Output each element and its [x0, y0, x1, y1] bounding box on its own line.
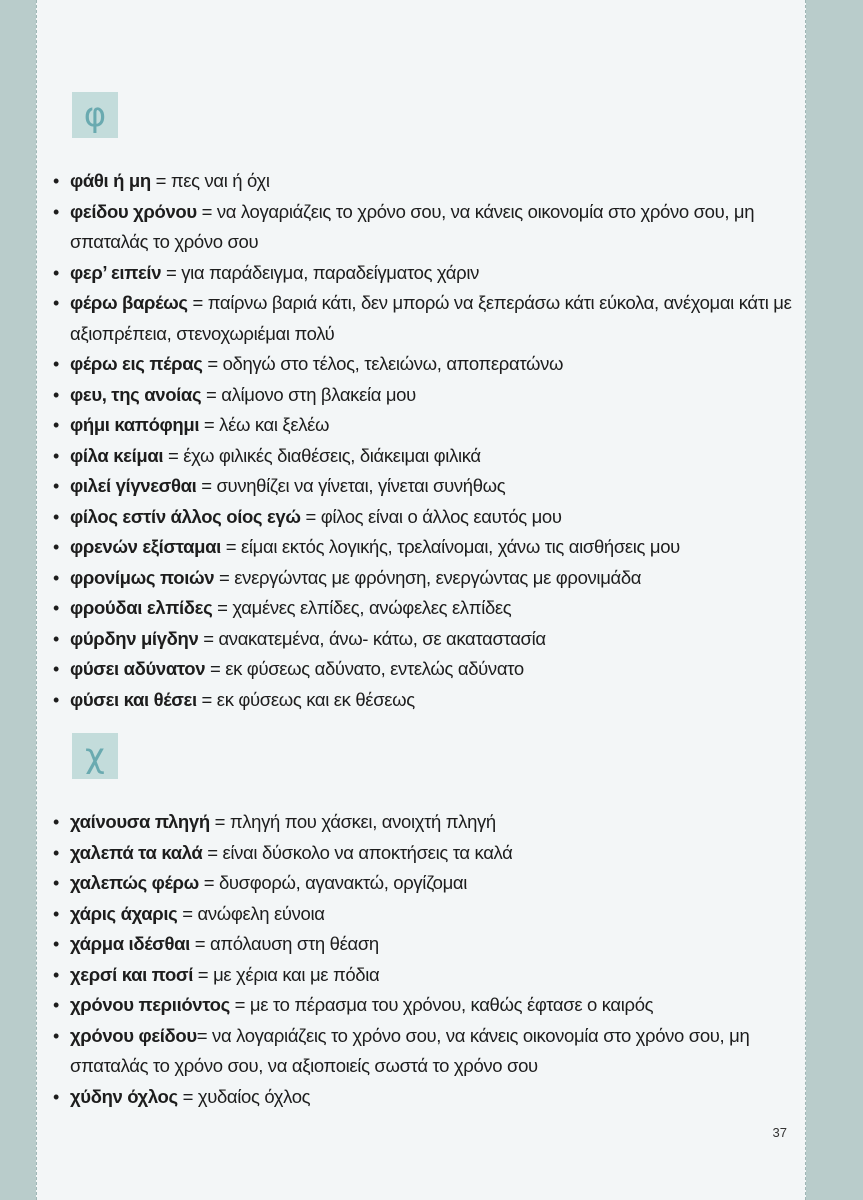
- section-letter-chi: [72, 733, 118, 779]
- bullet-icon: •: [53, 262, 59, 283]
- entry-term: χερσί και ποσί: [70, 963, 194, 985]
- entry-definition: φίλος είναι ο άλλος εαυτός μου: [320, 505, 562, 527]
- entry-term: χύδην όχλος: [70, 1085, 178, 1107]
- entry-definition: ανώφελη εύνοια: [197, 902, 325, 924]
- entry-definition: λέω και ξελέω: [219, 414, 330, 435]
- entry-term: χαλεπώς φέρω: [70, 872, 199, 893]
- bullet-icon: •: [53, 934, 59, 954]
- bullet-icon: •: [53, 537, 59, 557]
- bullet-icon: •: [53, 476, 59, 496]
- entry-item: [53, 899, 798, 930]
- entry-definition: έχω φιλικές διαθέσεις, διάκειμαι φιλικά: [183, 444, 481, 466]
- entry-definition: εκ φύσεως αδύνατο, εντελώς αδύνατο: [225, 658, 524, 679]
- page-number: 37: [772, 1125, 787, 1140]
- entry-definition: συνηθίζει να γίνεται, γίνεται συνήθως: [216, 475, 506, 496]
- entry-term: φερ’ ειπείν: [70, 261, 162, 283]
- entry-separator: =: [189, 933, 211, 954]
- section-letter-chi-glyph: χ: [85, 736, 105, 776]
- entry-term: χρόνου φείδου: [70, 1024, 197, 1046]
- bullet-icon: •: [53, 384, 59, 405]
- bullet-icon: •: [53, 506, 59, 527]
- bullet-icon: •: [53, 1025, 59, 1046]
- entry-term: φύσει αδύνατον: [70, 658, 206, 679]
- entry-definition: δυσφορώ, αγανακτώ, οργίζομαι: [218, 872, 467, 893]
- entry-term: φύρδην μίγδην: [70, 627, 199, 649]
- section-letter-phi: [72, 92, 118, 138]
- entry-definition: πες ναι ή όχι: [170, 170, 270, 191]
- entry-separator: =: [163, 444, 184, 466]
- phi-entries-list: [53, 166, 798, 715]
- entry-definition: είναι δύσκολο να αποκτήσεις τα καλά: [222, 841, 513, 863]
- bullet-icon: •: [53, 293, 59, 313]
- dictionary-page: [36, 0, 806, 1200]
- entry-term: φευ, της ανοίας: [70, 383, 202, 405]
- entry-definition: παίρνω βαριά κάτι, δεν μπορώ να ξεπεράσω κάτι εύκολα, ανέχομαι κάτι με αξιοπρέπεια, στενοχωριέμαι πολύ: [70, 292, 792, 344]
- entry-term: φίλα κείμαι: [70, 444, 164, 466]
- entry-item: [53, 990, 798, 1021]
- entry-separator: =: [177, 1085, 198, 1107]
- entry-term: χαίνουσα πληγή: [70, 811, 210, 832]
- bullet-icon: •: [53, 171, 59, 191]
- entry-item: [53, 380, 798, 411]
- entry-item: [53, 441, 798, 472]
- entry-separator: =: [212, 597, 233, 618]
- bullet-icon: •: [53, 842, 59, 863]
- bullet-icon: •: [53, 812, 59, 832]
- entry-separator: =: [177, 902, 198, 924]
- bullet-icon: •: [53, 567, 59, 588]
- entry-item: [53, 288, 798, 349]
- entry-term: χρόνου περιιόντος: [70, 994, 230, 1015]
- entry-term: φέρω βαρέως: [70, 292, 188, 313]
- section-letter-phi-glyph: φ: [83, 95, 107, 135]
- entry-definition: με χέρια και με πόδια: [213, 963, 380, 985]
- chi-entries-list: [53, 807, 798, 1112]
- entry-term: φέρω εις πέρας: [70, 353, 203, 374]
- entry-separator: =: [229, 994, 250, 1015]
- entry-separator: =: [220, 536, 242, 557]
- bullet-icon: •: [53, 903, 59, 924]
- entry-item: [53, 929, 798, 960]
- entry-definition: οδηγώ στο τέλος, τελειώνω, αποπερατώνω: [222, 353, 564, 374]
- entry-separator: =: [205, 658, 226, 679]
- entry-separator: =: [150, 170, 171, 191]
- bullet-icon: •: [53, 964, 59, 985]
- entry-term: φρενών εξίσταμαι: [70, 536, 221, 557]
- entry-term: χάρμα ιδέσθαι: [70, 933, 190, 954]
- entry-separator: =: [199, 414, 220, 435]
- bullet-icon: •: [53, 659, 59, 679]
- entry-separator: =: [202, 353, 223, 374]
- entry-separator: =: [198, 627, 219, 649]
- entry-definition: για παράδειγμα, παραδείγματος χάριν: [181, 261, 479, 283]
- entry-separator: =: [196, 475, 217, 496]
- bullet-icon: •: [53, 354, 59, 374]
- entry-term: φιλεί γίγνεσθαι: [70, 475, 197, 496]
- entry-separator: =: [196, 200, 217, 222]
- entry-item: [53, 532, 798, 563]
- entry-item: [53, 624, 798, 655]
- bullet-icon: •: [53, 995, 59, 1015]
- entry-definition: πληγή που χάσκει, ανοιχτή πληγή: [229, 811, 496, 832]
- bullet-icon: •: [53, 598, 59, 618]
- entry-item: [53, 471, 798, 502]
- entry-item: [53, 563, 798, 594]
- entry-definition: να λογαριάζεις το χρόνο σου, να κάνεις οικονομία στο χρόνο σου, μη σπαταλάς το χρόνο σου: [70, 200, 755, 252]
- entry-definition: χαμένες ελπίδες, ανώφελες ελπίδες: [232, 597, 512, 618]
- entry-term: φρούδαι ελπίδες: [70, 597, 213, 618]
- bullet-icon: •: [53, 201, 59, 222]
- entry-separator: =: [300, 505, 321, 527]
- entry-separator: =: [196, 688, 217, 710]
- entry-item: [53, 868, 798, 899]
- entry-separator: =: [198, 872, 219, 893]
- entry-definition: είμαι εκτός λογικής, τρελαίνομαι, χάνω τις αισθήσεις μου: [241, 536, 680, 557]
- entry-definition: χυδαίος όχλος: [197, 1085, 311, 1107]
- entry-term: φείδου χρόνου: [70, 200, 197, 222]
- entry-item: [53, 685, 798, 716]
- bullet-icon: •: [53, 628, 59, 649]
- entry-term: φίλος εστίν άλλος οίος εγώ: [70, 505, 301, 527]
- entry-separator: =: [214, 566, 235, 588]
- entry-separator: =: [161, 261, 182, 283]
- entry-item: [53, 960, 798, 991]
- entry-separator: =: [187, 292, 208, 313]
- right-margin-strip: [806, 0, 863, 1200]
- entry-separator: =: [193, 963, 214, 985]
- entry-separator: =: [202, 841, 223, 863]
- bullet-icon: •: [53, 445, 59, 466]
- entry-item: [53, 1021, 798, 1082]
- bullet-icon: •: [53, 415, 59, 435]
- entry-term: φάθι ή μη: [70, 170, 151, 191]
- entry-item: [53, 654, 798, 685]
- entry-item: [53, 349, 798, 380]
- entry-item: [53, 258, 798, 289]
- entry-item: [53, 166, 798, 197]
- entry-item: [53, 807, 798, 838]
- entry-item: [53, 502, 798, 533]
- entry-definition: εκ φύσεως και εκ θέσεως: [216, 688, 415, 710]
- entry-definition: με το πέρασμα του χρόνου, καθώς έφτασε ο καιρός: [249, 994, 654, 1015]
- bullet-icon: •: [53, 1086, 59, 1107]
- entry-separator: =: [209, 811, 230, 832]
- left-margin-strip: [0, 0, 36, 1200]
- entry-term: χαλεπά τα καλά: [70, 841, 203, 863]
- entry-definition: ανακατεμένα, άνω- κάτω, σε ακαταστασία: [218, 627, 546, 649]
- entry-item: [53, 593, 798, 624]
- entry-term: χάρις άχαρις: [70, 902, 178, 924]
- entry-item: [53, 197, 798, 258]
- entry-item: [53, 838, 798, 869]
- entry-separator: =: [196, 1024, 213, 1046]
- entry-term: φρονίμως ποιών: [70, 566, 215, 588]
- entry-term: φήμι καπόφημι: [70, 414, 200, 435]
- entry-definition: ενεργώντας με φρόνηση, ενεργώντας με φρονιμάδα: [234, 566, 642, 588]
- bullet-icon: •: [53, 873, 59, 893]
- entry-definition: απόλαυση στη θέαση: [210, 933, 379, 954]
- bullet-icon: •: [53, 689, 59, 710]
- entry-term: φύσει και θέσει: [70, 688, 197, 710]
- entry-definition: να λογαριάζεις το χρόνο σου, να κάνεις οικονομία στο χρόνο σου, μη σπαταλάς το χρόνο σου, να αξιοποιείς σωστά το χρόνο σου: [70, 1024, 750, 1076]
- entry-separator: =: [201, 383, 222, 405]
- entry-definition: αλίμονο στη βλακεία μου: [221, 383, 416, 405]
- entry-item: [53, 410, 798, 441]
- entry-item: [53, 1082, 798, 1113]
